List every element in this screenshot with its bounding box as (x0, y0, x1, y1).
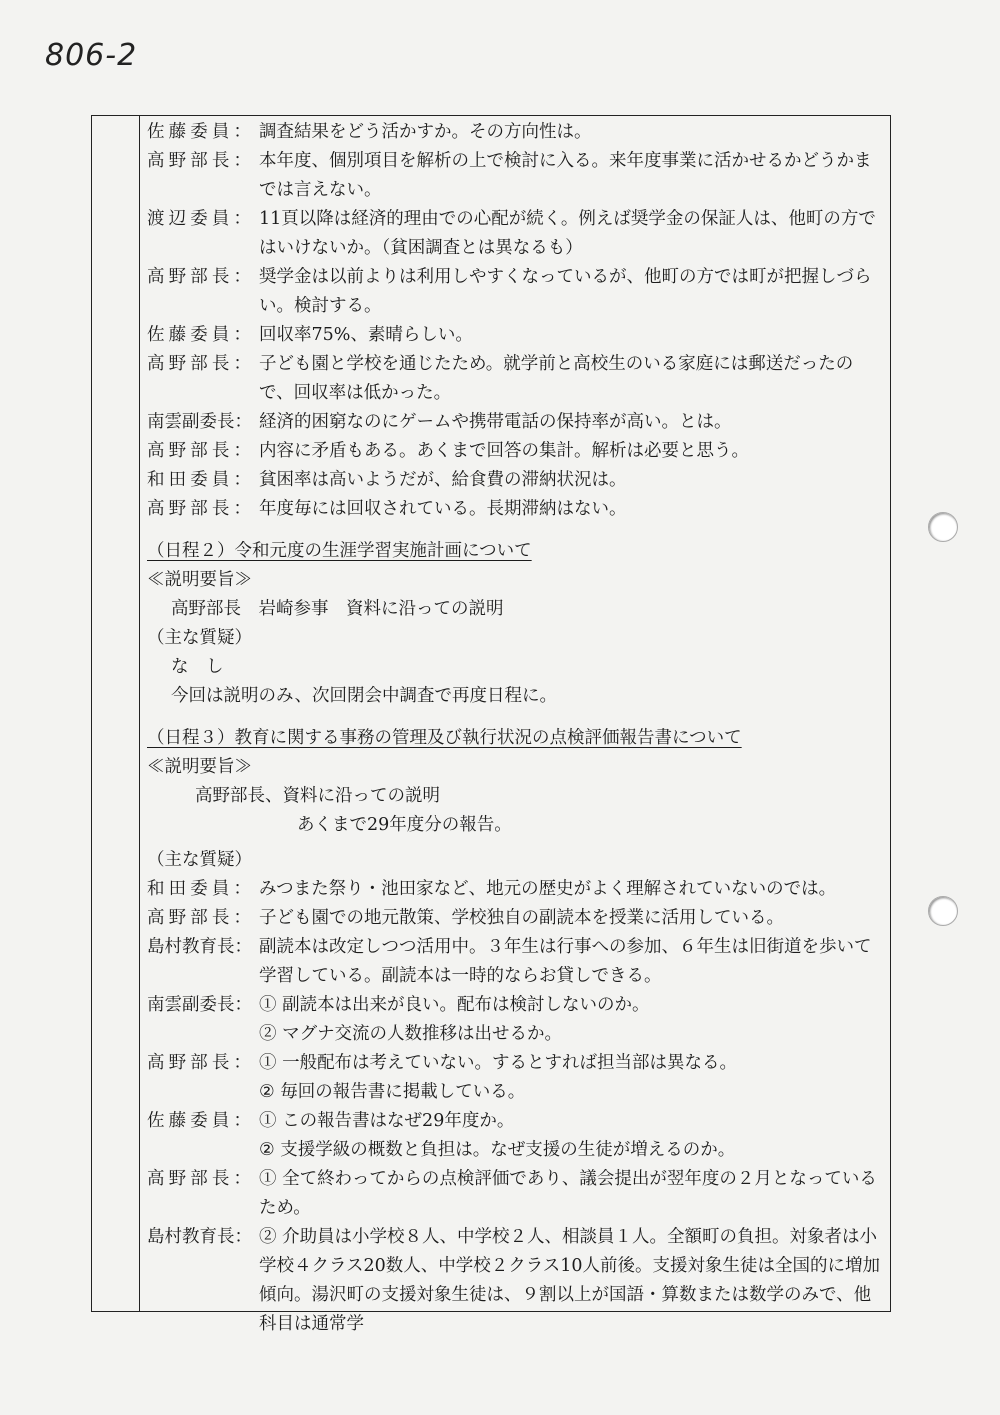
speaker-name: 高野部長 ： (147, 1165, 255, 1223)
qa-entry (147, 1049, 887, 1107)
punch-hole (928, 896, 958, 926)
minutes-content (147, 118, 887, 1339)
agenda2-qa-label: （主な質疑） (147, 628, 252, 648)
speech-text: 貧困率は高いようだが、給食費の滞納状況は。 (259, 470, 627, 490)
speaker-name: 南雲副委長 ： (147, 991, 255, 1049)
speech-text: 内容に矛盾もある。あくまで回答の集計。解析は必要と思う。 (259, 441, 749, 461)
speaker-name: 高野部長 ： (147, 495, 255, 524)
agenda3-heading: （日程３）教育に関する事務の管理及び執行状況の点検評価報告書について (147, 728, 742, 748)
punch-hole (928, 512, 958, 542)
qa-entry (147, 1107, 887, 1165)
speech-text: 回収率75%、素晴らしい。 (259, 325, 473, 345)
agenda2-heading: （日程２）令和元度の生涯学習実施計画について (147, 541, 532, 561)
speaker-name: 高野部長 ： (147, 437, 255, 466)
speaker-name: 佐藤委員 ： (147, 321, 255, 350)
speech-text: 年度毎には回収されている。長期滞納はない。 (259, 499, 627, 519)
speech-text: 調査結果をどう活かすか。その方向性は。 (259, 122, 592, 142)
qa-entry (147, 205, 887, 263)
agenda2-note: 今回は説明のみ、次回閉会中調査で再度日程に。 (171, 686, 558, 706)
qa-entry (147, 321, 887, 350)
speech-text: 子ども園と学校を通じたため。就学前と高校生のいる家庭には郵送だったので、回収率は低かった。 (259, 354, 854, 403)
qa-entry (147, 1223, 887, 1339)
qa-entry (147, 437, 887, 466)
qa-entry (147, 991, 887, 1049)
qa-entry (147, 118, 887, 147)
qa-entry (147, 495, 887, 524)
qa-entry (147, 875, 887, 904)
qa-entry (147, 408, 887, 437)
speech-text: 本年度、個別項目を解析の上で検討に入る。来年度事業に活かせるかどうかまでは言えない。 (259, 151, 872, 200)
qa-entry (147, 466, 887, 495)
speaker-name: 高野部長 ： (147, 147, 255, 205)
speaker-name: 南雲副委長 ： (147, 408, 255, 437)
speaker-name: 佐藤委員 ： (147, 118, 255, 147)
speech-text: 経済的困窮なのにゲームや携帯電話の保持率が高い。とは。 (259, 412, 732, 432)
agenda3-summary-label: ≪説明要旨≫ (147, 757, 252, 777)
speech-text: 子ども園での地元散策、学校独自の副読本を授業に活用している。 (259, 908, 784, 928)
speech-text: みつまた祭り・池田家など、地元の歴史がよく理解されていないのでは。 (259, 879, 837, 899)
agenda3-summary-text-1: 高野部長、資料に沿っての説明 (195, 786, 440, 806)
minutes-frame (91, 115, 891, 1334)
qa-entry (147, 147, 887, 205)
agenda3-qa-label: （主な質疑） (147, 850, 252, 870)
page-number: 806-2 (45, 38, 138, 73)
agenda2-summary-text: 高野部長 岩崎参事 資料に沿っての説明 (171, 599, 504, 619)
qa-entry (147, 1165, 887, 1223)
speaker-name: 島村教育長 ： (147, 933, 255, 991)
qa-entry (147, 263, 887, 321)
speaker-name: 佐藤委員 ： (147, 1107, 255, 1165)
agenda3-summary-text-2: あくまで29年度分の報告。 (297, 815, 512, 835)
speech-text: ① 一般配布は考えていない。するとすれば担当部は異なる。 ② 毎回の報告書に掲載している。 (259, 1053, 738, 1102)
qa-entry (147, 350, 887, 408)
qa-entry (147, 904, 887, 933)
qa-entry (147, 933, 887, 991)
agenda2-qa-none: な し (171, 657, 224, 677)
speech-text: 奨学金は以前よりは利用しやすくなっているが、他町の方では町が把握しづらい。検討する。 (259, 267, 872, 316)
agenda2-summary-label: ≪説明要旨≫ (147, 570, 252, 590)
column-divider (139, 116, 140, 1311)
speech-text: ① 全て終わってからの点検評価であり、議会提出が翌年度の２月となっているため。 (259, 1169, 877, 1218)
speaker-name: 島村教育長 ： (147, 1223, 255, 1339)
speaker-name: 高野部長 ： (147, 350, 255, 408)
speaker-name: 渡辺委員 ： (147, 205, 255, 263)
speech-text: ① 副読本は出来が良い。配布は検討しないのか。 ② マグナ交流の人数推移は出せるか。 (259, 995, 650, 1044)
speaker-name: 高野部長 ： (147, 263, 255, 321)
speaker-name: 高野部長 ： (147, 904, 255, 933)
speech-text: ② 介助員は小学校８人、中学校２人、相談員１人。全額町の負担。対象者は小学校４クラス20数人、中学校２クラス10人前後。支援対象生徒は全国的に増加傾向。湯沢町の支援対象生徒は、９割以上が国語・算数または数学のみで、他科目は通常学 (259, 1227, 880, 1334)
speech-text: 副読本は改定しつつ活用中。３年生は行事への参加、６年生は旧街道を歩いて学習している。副読本は一時的ならお貸しできる。 (259, 937, 872, 986)
speaker-name: 和田委員 ： (147, 466, 255, 495)
speaker-name: 高野部長 ： (147, 1049, 255, 1107)
qa-block-2 (147, 875, 887, 1339)
speaker-name: 和田委員 ： (147, 875, 255, 904)
speech-text: ① この報告書はなぜ29年度か。 ② 支援学級の概数と負担は。なぜ支援の生徒が増えるのか。 (259, 1111, 736, 1160)
qa-block-1 (147, 118, 887, 524)
speech-text: 11頁以降は経済的理由での心配が続く。例えば奨学金の保証人は、他町の方ではいけないか。（貧困調査とは異なるも） (259, 209, 876, 258)
